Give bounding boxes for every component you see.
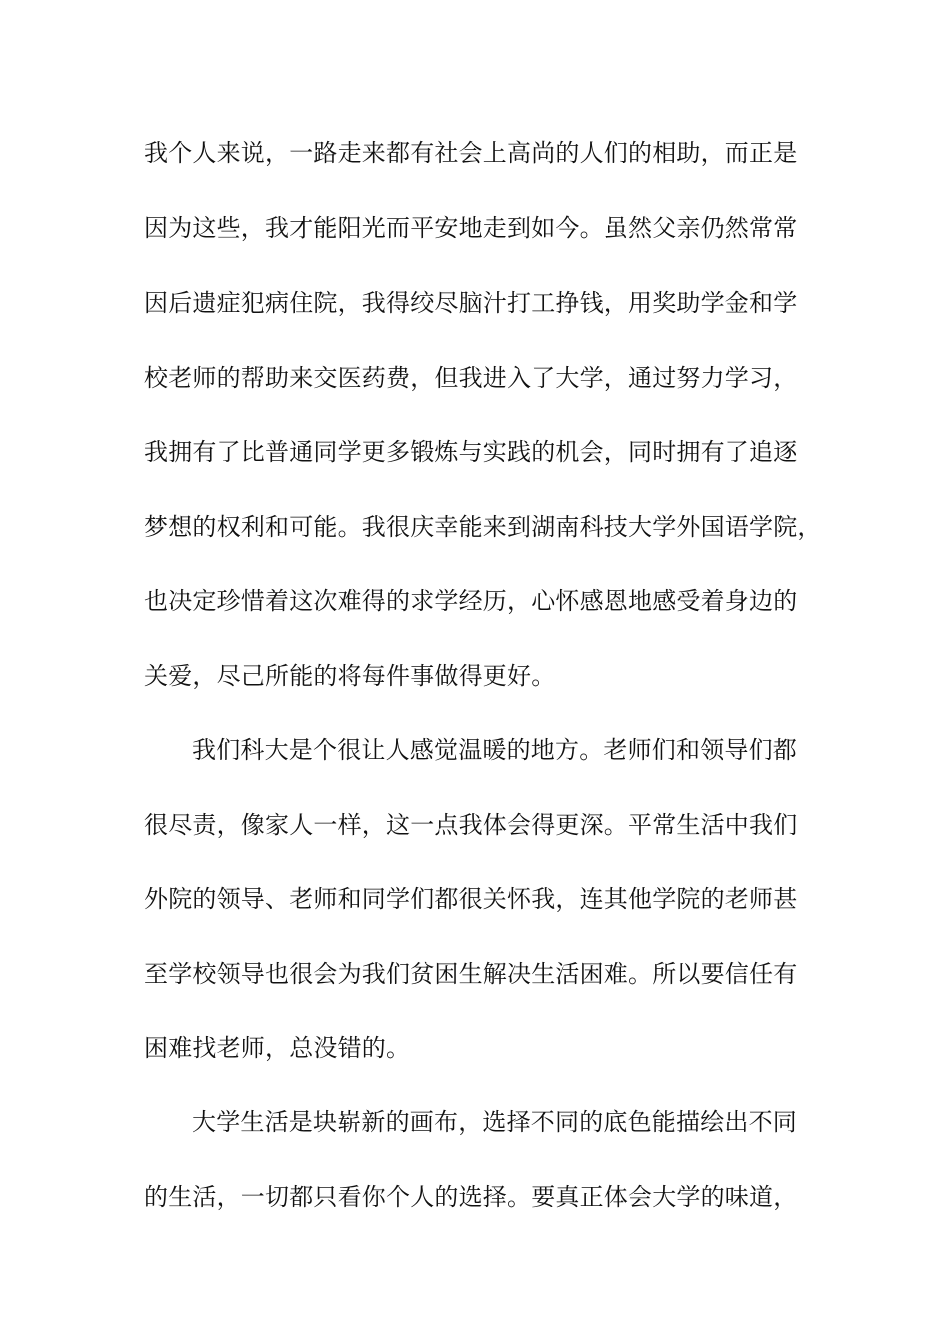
paragraph-3-line-1: 大学生活是块崭新的画布，选择不同的底色能描绘出不同	[192, 1108, 797, 1136]
paragraph-2-line-4: 至学校领导也很会为我们贫困生解决生活困难。所以要信任有	[144, 960, 798, 988]
paragraph-1-line-3: 因后遗症犯病住院，我得绞尽脑汁打工挣钱，用奖助学金和学	[144, 289, 798, 317]
paragraph-3-line-2: 的生活，一切都只看你个人的选择。要真正体会大学的味道，	[144, 1183, 798, 1211]
paragraph-1-line-4: 校老师的帮助来交医药费，但我进入了大学，通过努力学习，	[144, 364, 798, 392]
paragraph-1-line-5: 我拥有了比普通同学更多锻炼与实践的机会，同时拥有了追逐	[144, 438, 798, 466]
paragraph-2-line-3: 外院的领导、老师和同学们都很关怀我，连其他学院的老师甚	[144, 885, 798, 913]
paragraph-2-line-1: 我们科大是个很让人感觉温暖的地方。老师们和领导们都	[192, 736, 797, 764]
paragraph-1-line-8: 关爱，尽己所能的将每件事做得更好。	[144, 662, 556, 690]
paragraph-2-line-2: 很尽责，像家人一样，这一点我体会得更深。平常生活中我们	[144, 811, 798, 839]
paragraph-1-line-2: 因为这些，我才能阳光而平安地走到如今。虽然父亲仍然常常	[144, 214, 798, 242]
paragraph-1-line-6: 梦想的权利和可能。我很庆幸能来到湖南科技大学外国语学院，	[144, 513, 822, 541]
paragraph-1-line-7: 也决定珍惜着这次难得的求学经历，心怀感恩地感受着身边的	[144, 587, 798, 615]
paragraph-1-line-1: 我个人来说，一路走来都有社会上高尚的人们的相助，而正是	[144, 139, 798, 167]
paragraph-2-line-5: 困难找老师，总没错的。	[144, 1034, 411, 1062]
